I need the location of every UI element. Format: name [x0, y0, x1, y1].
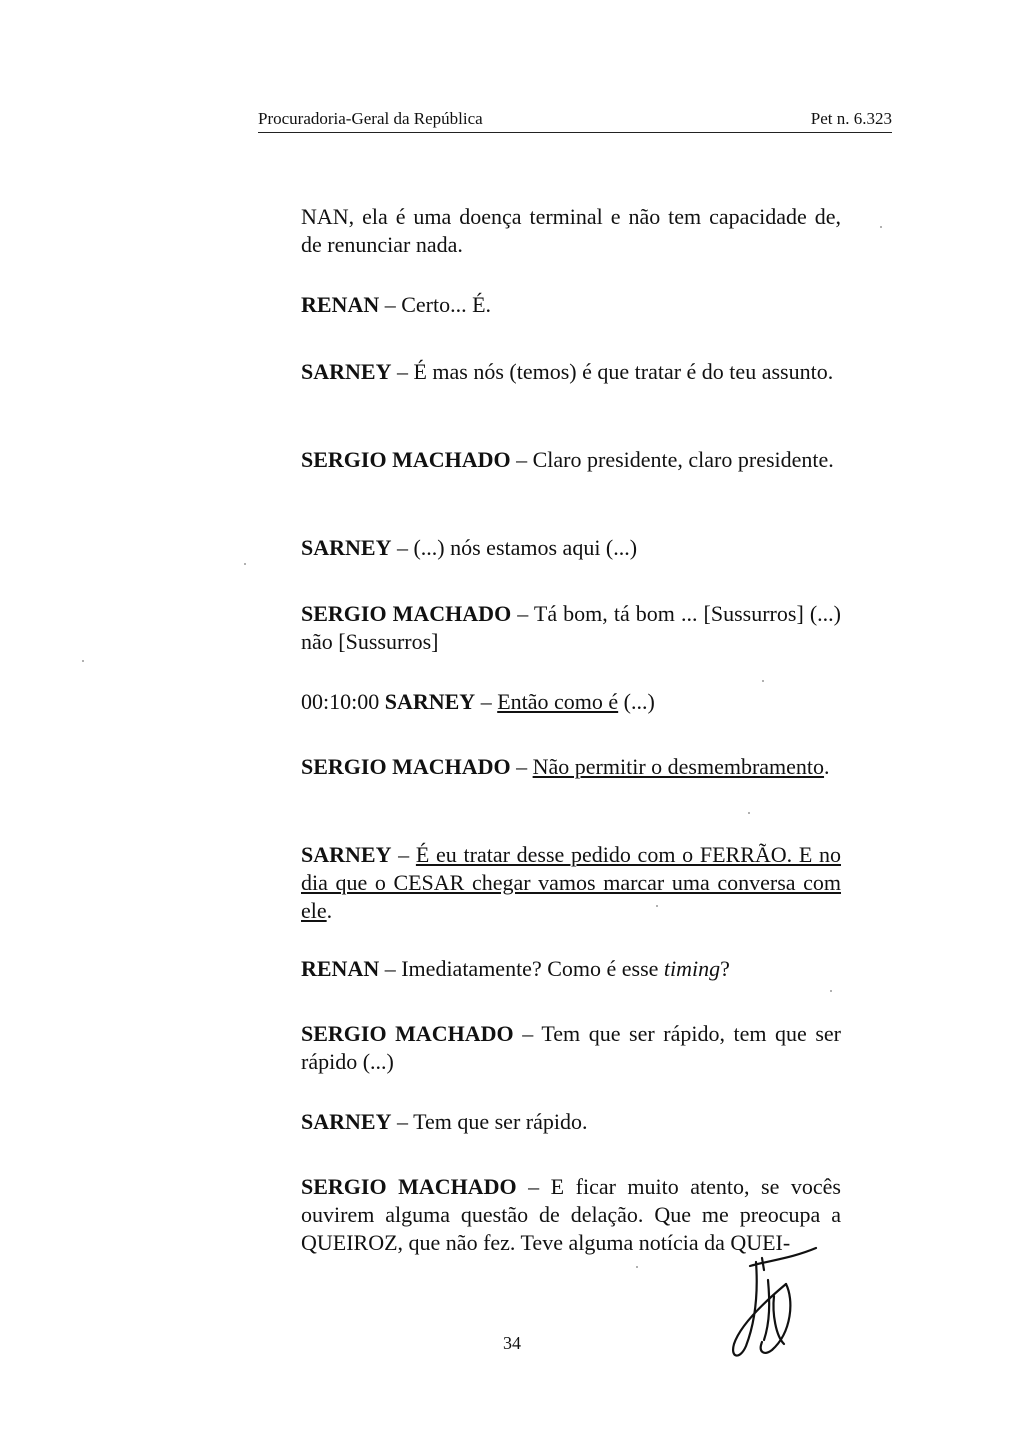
speech-text: É eu tratar desse pedido com o FERRÃO. E no dia que o CESAR chegar vamos marcar uma conversa com ele — [301, 842, 841, 923]
transcript-paragraph — [301, 600, 841, 656]
speech-text: Então como é — [497, 689, 619, 714]
speech-text: – — [391, 842, 416, 867]
speech-text: – Imediatamente? Como é esse — [379, 956, 664, 981]
scan-speck — [244, 563, 246, 565]
speaker-name: SARNEY — [301, 1109, 392, 1134]
page-number: 34 — [503, 1333, 521, 1353]
scan-speck — [82, 660, 84, 662]
transcript-paragraph — [301, 534, 841, 562]
scan-speck — [880, 226, 882, 228]
speech-text: NAN, ela é uma doença terminal e não tem capacidade de, de renunciar nada. — [301, 204, 841, 257]
speaker-name: RENAN — [301, 292, 380, 317]
speaker-name: SARNEY — [301, 535, 392, 560]
speech-text: – Tem que ser rápido. — [391, 1109, 588, 1134]
speech-text: – (...) nós estamos aqui (...) — [391, 535, 638, 560]
header-institution: Procuradoria-Geral da República — [258, 109, 483, 128]
transcript-paragraph — [301, 753, 841, 781]
speech-text: Não permitir o desmembramento — [532, 754, 825, 779]
transcript-paragraph — [301, 358, 841, 386]
speech-text: – É mas nós (temos) é que tratar é do teu assunto. — [391, 359, 834, 384]
speech-text: timing — [663, 956, 721, 981]
speaker-name: RENAN — [301, 956, 380, 981]
speaker-name: SARNEY — [384, 689, 476, 714]
scan-speck — [748, 812, 750, 814]
speech-text: ? — [720, 956, 730, 981]
speech-text: – Certo... É. — [379, 292, 492, 317]
transcript-paragraph — [301, 841, 841, 925]
speaker-name: SERGIO MACHADO — [301, 754, 511, 779]
transcript-paragraph — [301, 955, 841, 983]
speaker-name: SARNEY — [301, 842, 392, 867]
speaker-name: SERGIO MACHADO — [301, 447, 511, 472]
page-header — [258, 108, 892, 133]
scan-speck — [762, 680, 764, 682]
speech-text: – Claro presidente, claro presidente. — [510, 447, 834, 472]
speech-text: – E ficar muito atento, se vocês ouvirem alguma questão de delação. Que me preocupa a QUEIROZ, que não fez. Teve alguma notícia da QUEI- — [301, 1174, 841, 1255]
speech-text: – — [510, 754, 533, 779]
transcript-paragraph — [301, 1108, 841, 1136]
transcript-paragraph — [301, 688, 841, 716]
speech-text: (...) — [618, 689, 655, 714]
speaker-name: SERGIO MACHADO — [301, 1021, 514, 1046]
speech-text: – Tem que ser rápido, tem que ser rápido (...) — [301, 1021, 841, 1074]
speech-text: – Tá bom, tá bom ... [Sussurros] (...) não [Sussurros] — [301, 601, 841, 654]
speaker-name: SERGIO MACHADO — [301, 1174, 517, 1199]
transcript-paragraph — [301, 446, 841, 474]
speaker-name: SARNEY — [301, 359, 392, 384]
speech-text: 00:10:00 — [301, 689, 385, 714]
transcript-paragraph — [301, 291, 841, 319]
scan-speck — [656, 905, 658, 907]
speech-text: – — [475, 689, 498, 714]
speech-text: . — [326, 898, 333, 923]
header-case-number: Pet n. 6.323 — [810, 109, 892, 128]
speech-text: . — [824, 754, 830, 779]
speaker-name: SERGIO MACHADO — [301, 601, 512, 626]
transcript-paragraph — [301, 1020, 841, 1076]
scan-speck — [830, 990, 832, 992]
scan-speck — [636, 1266, 638, 1268]
signature-initials — [712, 1240, 832, 1370]
transcript-paragraph — [301, 203, 841, 259]
